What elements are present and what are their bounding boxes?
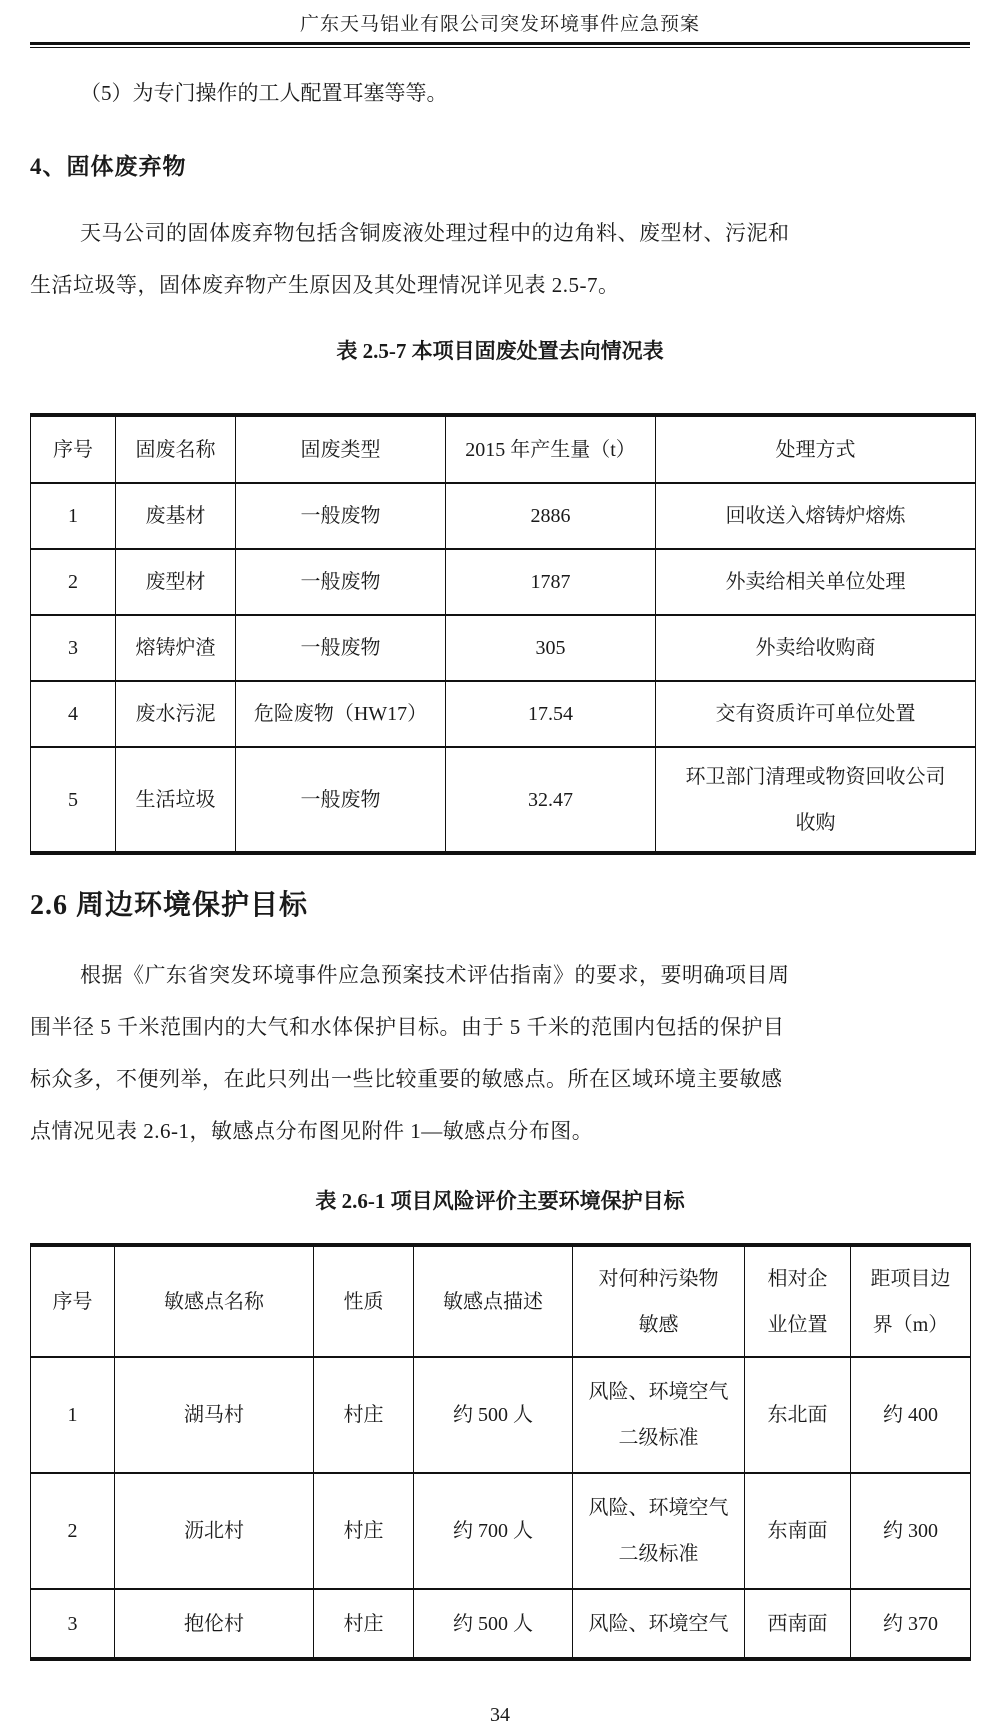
cell-description: 约 500 人 (414, 1589, 573, 1659)
cell-no: 4 (31, 681, 116, 747)
cell-waste-type: 危险废物（HW17） (236, 681, 446, 747)
header-cell-no: 序号 (31, 1245, 115, 1357)
paragraph-line: 天马公司的固体废弃物包括含铜废液处理过程中的边角料、废型材、污泥和 (80, 221, 790, 245)
cell-amount: 2886 (446, 483, 656, 549)
cell-waste-name: 废水污泥 (116, 681, 236, 747)
table-solid-waste-disposal (30, 413, 976, 855)
cell-pollutant: 风险、环境空气 (573, 1589, 745, 1659)
table-261-title: 表 2.6-1 项目风险评价主要环境保护目标 (315, 1189, 685, 1213)
header-cell-distance: 距项目边 界（m） (851, 1245, 971, 1357)
cell-waste-name: 废基材 (116, 483, 236, 549)
cell-no: 3 (31, 615, 116, 681)
cell-waste-name: 废型材 (116, 549, 236, 615)
paragraph-line: 生活垃圾等，固体废弃物产生原因及其处理情况详见表 2.5-7。 (30, 273, 620, 297)
paragraph-line: 标众多，不便列举，在此只列出一些比较重要的敏感点。所在区域环境主要敏感 (30, 1067, 783, 1091)
cell-disposal: 交有资质许可单位处置 (656, 681, 976, 747)
cell-position: 东南面 (745, 1473, 851, 1589)
table-row (31, 1473, 971, 1589)
cell-no: 1 (31, 1357, 115, 1473)
table-257-title: 表 2.5-7 本项目固废处置去向情况表 (336, 339, 664, 363)
header-rule (30, 42, 970, 48)
paragraph-protection-targets (30, 949, 970, 1157)
table-protection-targets (30, 1243, 971, 1661)
cell-disposal: 外卖给收购商 (656, 615, 976, 681)
header-cell-position: 相对企 业位置 (745, 1245, 851, 1357)
table-row (31, 1357, 971, 1473)
header-cell-amount: 2015 年产生量（t） (446, 415, 656, 483)
paragraph-line: 点情况见表 2.6-1，敏感点分布图见附件 1—敏感点分布图。 (30, 1119, 594, 1143)
paragraph-line: 围半径 5 千米范围内的大气和水体保护目标。由于 5 千米的范围内包括的保护目 (30, 1015, 785, 1039)
cell-nature: 村庄 (314, 1473, 414, 1589)
paragraph-solid-waste (30, 207, 970, 311)
cell-no: 2 (31, 1473, 115, 1589)
table-row (31, 615, 976, 681)
cell-pollutant: 风险、环境空气 二级标准 (573, 1473, 745, 1589)
header-cell-disposal: 处理方式 (656, 415, 976, 483)
cell-amount: 1787 (446, 549, 656, 615)
cell-waste-name: 熔铸炉渣 (116, 615, 236, 681)
header-cell-nature: 性质 (314, 1245, 414, 1357)
table-row (31, 1589, 971, 1659)
cell-distance: 约 370 (851, 1589, 971, 1659)
header-cell-pollutant: 对何种污染物 敏感 (573, 1245, 745, 1357)
cell-no: 2 (31, 549, 116, 615)
cell-distance: 约 400 (851, 1357, 971, 1473)
table-row (31, 549, 976, 615)
paragraph-earplug: （5）为专门操作的工人配置耳塞等等。 (80, 81, 448, 105)
section-heading-solid-waste: 4、固体废弃物 (30, 154, 187, 179)
cell-waste-type: 一般废物 (236, 615, 446, 681)
header-cell-waste-name: 固废名称 (116, 415, 236, 483)
cell-no: 5 (31, 747, 116, 853)
cell-nature: 村庄 (314, 1589, 414, 1659)
header-cell-waste-type: 固废类型 (236, 415, 446, 483)
cell-waste-type: 一般废物 (236, 483, 446, 549)
header-cell-sensitive-name: 敏感点名称 (115, 1245, 314, 1357)
cell-position: 西南面 (745, 1589, 851, 1659)
page-header-title: 广东天马铝业有限公司突发环境事件应急预案 (299, 14, 700, 35)
cell-waste-name: 生活垃圾 (116, 747, 236, 853)
header-cell-no: 序号 (31, 415, 116, 483)
cell-position: 东北面 (745, 1357, 851, 1473)
cell-description: 约 500 人 (414, 1357, 573, 1473)
cell-amount: 305 (446, 615, 656, 681)
cell-disposal: 环卫部门清理或物资回收公司 收购 (656, 747, 976, 853)
cell-amount: 32.47 (446, 747, 656, 853)
cell-no: 1 (31, 483, 116, 549)
cell-distance: 约 300 (851, 1473, 971, 1589)
cell-amount: 17.54 (446, 681, 656, 747)
header-cell-description: 敏感点描述 (414, 1245, 573, 1357)
page-number: 34 (490, 1704, 510, 1726)
table-row (31, 483, 976, 549)
paragraph-line: 根据《广东省突发环境事件应急预案技术评估指南》的要求，要明确项目周 (80, 963, 790, 987)
cell-pollutant: 风险、环境空气 二级标准 (573, 1357, 745, 1473)
cell-waste-type: 一般废物 (236, 549, 446, 615)
cell-sensitive-name: 沥北村 (115, 1473, 314, 1589)
cell-description: 约 700 人 (414, 1473, 573, 1589)
cell-sensitive-name: 抱伦村 (115, 1589, 314, 1659)
table-row (31, 747, 976, 853)
cell-no: 3 (31, 1589, 115, 1659)
cell-sensitive-name: 湖马村 (115, 1357, 314, 1473)
table-row (31, 681, 976, 747)
section-heading-protection-targets: 2.6 周边环境保护目标 (30, 890, 309, 921)
cell-disposal: 回收送入熔铸炉熔炼 (656, 483, 976, 549)
table-header-row (31, 415, 976, 483)
table-header-row (31, 1245, 971, 1357)
cell-nature: 村庄 (314, 1357, 414, 1473)
cell-disposal: 外卖给相关单位处理 (656, 549, 976, 615)
cell-waste-type: 一般废物 (236, 747, 446, 853)
